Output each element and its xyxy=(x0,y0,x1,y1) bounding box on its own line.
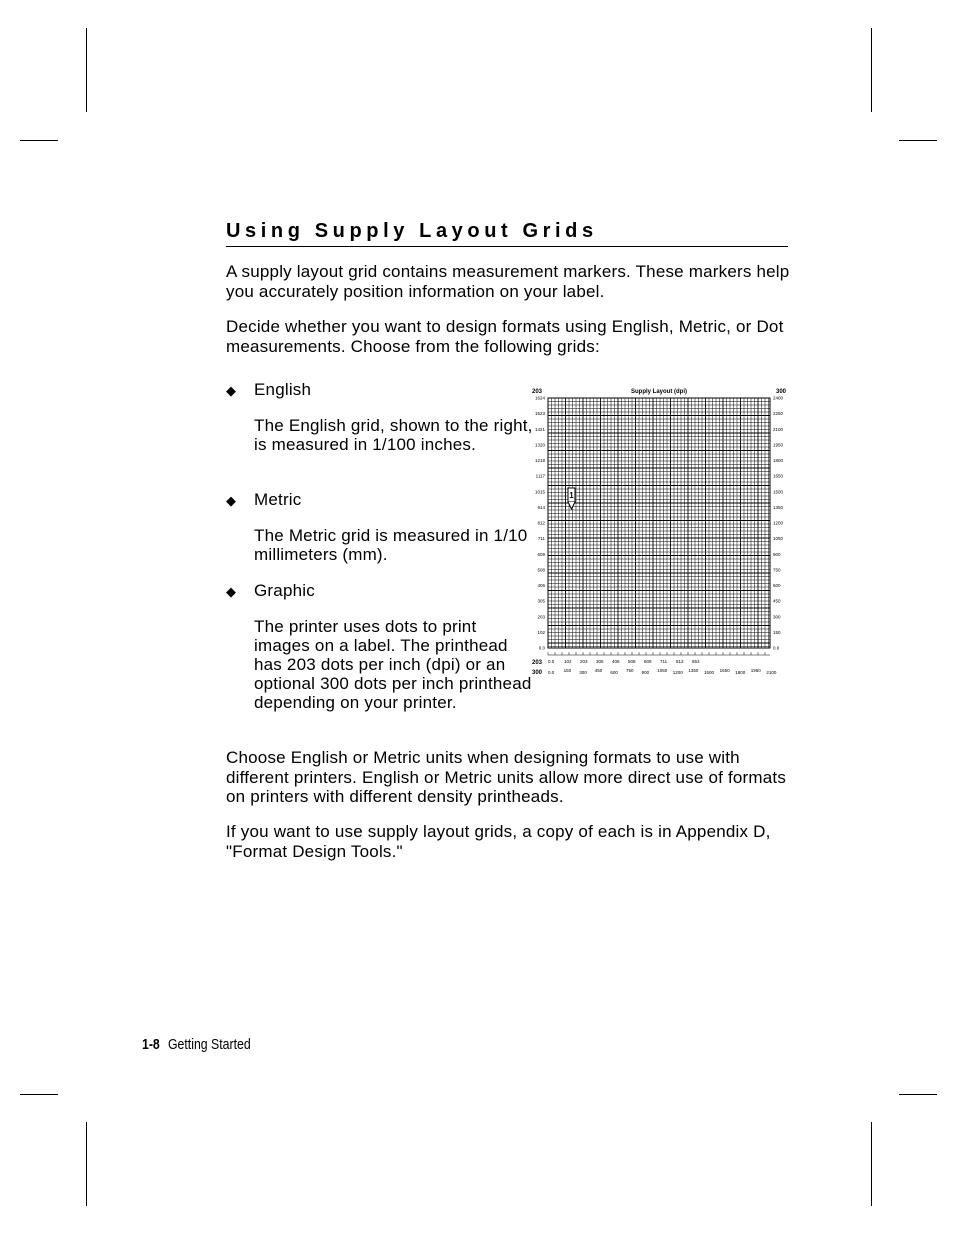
grid-right-tick-label: 1800 xyxy=(773,458,784,463)
bullet-diamond-icon: ◆ xyxy=(226,383,236,398)
intro-paragraph-2: Decide whether you want to design formats using English, Metric, or Dot measurements. Choose from the following grids: xyxy=(226,317,784,356)
closing-paragraph-1: Choose English or Metric units when designing formats to use with different printers. English or Metric units allow more direct use of formats on printers with different density printheads. xyxy=(226,748,787,806)
crop-mark-bottom-right-horizontal xyxy=(899,1094,937,1095)
grid-bottom-203-tick-label: 711 xyxy=(660,659,668,664)
crop-mark-bottom-right-vertical xyxy=(871,1122,872,1206)
grid-bottom-300-tick-label: 1950 xyxy=(750,668,761,673)
grid-left-tick-label: 0.0 xyxy=(538,645,545,651)
grid-bottom-203-tick-label: 305 xyxy=(596,659,604,664)
title-rule xyxy=(226,246,788,247)
grid-bottom-203-label: 203 xyxy=(532,660,543,666)
grid-left-tick-label: 812 xyxy=(537,520,545,526)
grid-right-tick-label: 1500 xyxy=(773,489,784,495)
grid-right-tick-label: 900 xyxy=(773,551,781,557)
grid-left-tick-label: 203 xyxy=(537,614,545,620)
option-english-title: English xyxy=(254,380,312,399)
grid-bottom-203-tick-label: 102 xyxy=(564,659,572,664)
grid-right-tick-label: 1050 xyxy=(773,536,784,542)
closing-paragraph-2: If you want to use supply layout grids, a copy of each is in Appendix D, "Format Design Tools." xyxy=(226,822,771,861)
grid-bottom-300-tick-label: 900 xyxy=(641,670,650,675)
intro-paragraph-1: A supply layout grid contains measurement markers. These markers help you accurately position information on your label. xyxy=(226,262,790,301)
crop-mark-top-right-vertical xyxy=(871,28,872,112)
grid-left-tick-label: 1320 xyxy=(534,442,545,448)
option-metric-description: The Metric grid is measured in 1/10 millimeters (mm). xyxy=(254,526,528,564)
grid-left-tick-label: 1218 xyxy=(534,458,545,463)
grid-left-density-label: 203 xyxy=(532,389,543,395)
crop-mark-top-left-vertical xyxy=(86,28,87,112)
grid-left-tick-label: 609 xyxy=(537,551,545,557)
option-english-description: The English grid, shown to the right, is measured in 1/100 inches. xyxy=(254,416,533,454)
grid-right-tick-label: 0.0 xyxy=(773,645,780,651)
footer-chapter: Getting Started xyxy=(167,1036,251,1053)
section-title: Using Supply Layout Grids xyxy=(226,220,598,242)
grid-bottom-203-tick-label: 406 xyxy=(612,659,620,664)
crop-mark-top-right-horizontal xyxy=(899,140,937,141)
grid-bottom-300-tick-label: 1500 xyxy=(704,670,715,675)
crop-mark-top-left-horizontal xyxy=(20,140,58,141)
grid-left-tick-label: 508 xyxy=(537,567,545,573)
grid-bottom-300-tick-label: 1200 xyxy=(672,670,683,675)
grid-left-tick-label: 711 xyxy=(537,536,545,542)
grid-left-tick-label: 1421 xyxy=(534,426,545,432)
grid-right-tick-label: 1650 xyxy=(773,473,784,479)
grid-right-tick-label: 1200 xyxy=(773,520,784,526)
grid-bottom-300-tick-label: 300 xyxy=(579,670,587,675)
grid-bottom-300-tick-label: 2100 xyxy=(766,670,777,675)
grid-bottom-300-tick-label: 450 xyxy=(594,668,603,673)
crop-mark-bottom-left-vertical xyxy=(86,1122,87,1206)
footer-page-number: 1-8 xyxy=(142,1036,160,1053)
bullet-diamond-icon: ◆ xyxy=(226,584,236,599)
bullet-diamond-icon: ◆ xyxy=(226,493,236,508)
grid-left-tick-label: 1523 xyxy=(534,411,545,417)
grid-left-tick-label: 102 xyxy=(537,629,545,635)
grid-bottom-203-tick-label: 508 xyxy=(628,659,636,664)
option-metric-title: Metric xyxy=(254,490,302,509)
grid-bottom-300-tick-label: 0.0 xyxy=(548,670,555,675)
grid-right-tick-label: 2400 xyxy=(773,395,784,401)
grid-bottom-300-tick-label: 1050 xyxy=(657,668,668,673)
option-graphic-description: The printer uses dots to print images on a label. The printhead has 203 dots per inch (dpi) or an optional 300 dots per inch printhead depending on your printer. xyxy=(254,617,532,712)
grid-bottom-300-tick-label: 1350 xyxy=(688,668,699,673)
grid-right-tick-label: 150 xyxy=(773,629,781,635)
grid-border xyxy=(548,398,770,648)
grid-bottom-203-tick-label: 203 xyxy=(580,659,588,664)
grid-bottom-300-tick-label: 1650 xyxy=(719,668,730,673)
grid-bottom-203-tick-label: 853 xyxy=(692,659,700,664)
grid-right-tick-label: 1350 xyxy=(773,504,784,510)
grid-right-tick-label: 1950 xyxy=(773,442,784,448)
grid-marker-label: 1 xyxy=(569,491,574,500)
grid-bottom-300-tick-label: 750 xyxy=(626,668,634,673)
grid-left-tick-label: 1117 xyxy=(535,473,545,479)
grid-right-tick-label: 2100 xyxy=(773,426,784,432)
grid-bottom-203-tick-label: 609 xyxy=(644,659,652,664)
grid-right-tick-label: 750 xyxy=(773,567,781,573)
grid-bottom-300-tick-label: 150 xyxy=(563,668,572,673)
grid-left-tick-label: 305 xyxy=(537,598,545,604)
page-footer xyxy=(142,1036,251,1053)
grid-bottom-300-tick-label: 600 xyxy=(610,670,618,675)
grid-bottom-203-tick-label: 0.0 xyxy=(548,659,555,664)
grid-left-tick-label: 1624 xyxy=(534,395,545,401)
grid-bottom-300-tick-label: 1800 xyxy=(735,670,746,675)
grid-right-tick-label: 450 xyxy=(773,598,781,604)
grid-right-tick-label: 600 xyxy=(773,583,781,588)
grid-right-tick-label: 2250 xyxy=(773,411,784,417)
grid-title: Supply Layout (dpi) xyxy=(631,389,687,395)
option-graphic-title: Graphic xyxy=(254,581,315,600)
crop-mark-bottom-left-horizontal xyxy=(20,1094,58,1095)
grid-right-tick-label: 300 xyxy=(773,614,781,620)
grid-bottom-300-label: 300 xyxy=(532,670,543,676)
grid-right-density-label: 300 xyxy=(775,389,786,395)
grid-bottom-203-tick-label: 812 xyxy=(676,659,684,664)
grid-left-tick-label: 406 xyxy=(537,583,545,588)
grid-left-tick-label: 914 xyxy=(537,504,545,510)
supply-layout-grid xyxy=(528,384,790,682)
grid-left-tick-label: 1015 xyxy=(534,489,545,495)
